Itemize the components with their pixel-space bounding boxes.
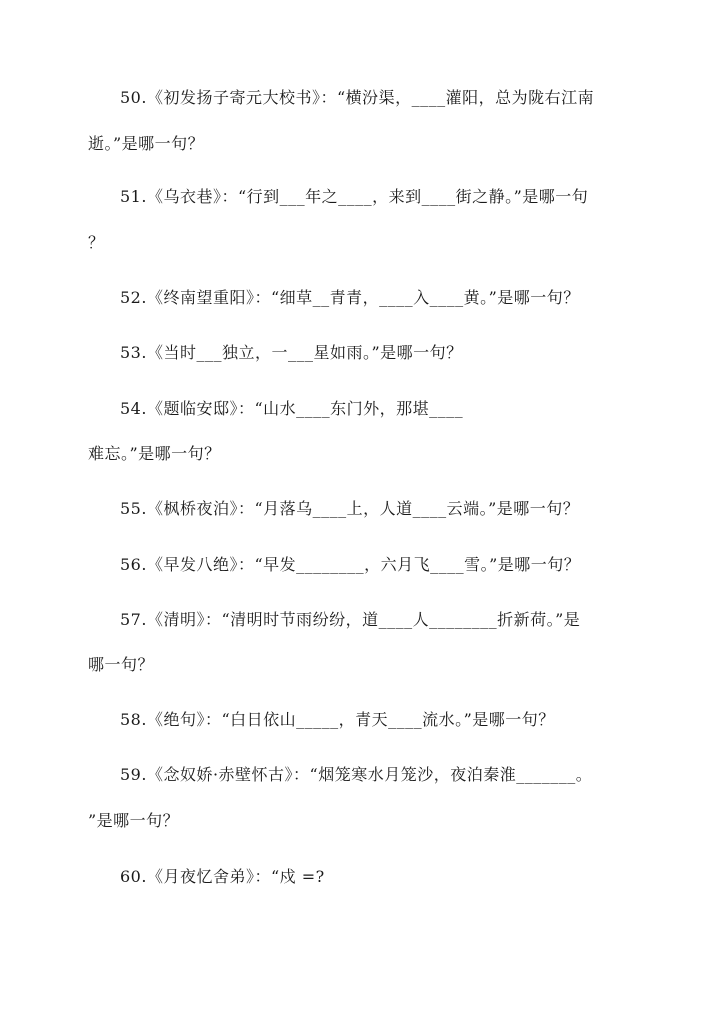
question-54-line-1: 54.《题临安邸》：“山水____东门外，那堪____ xyxy=(120,399,464,418)
question-50-line-1: 50.《初发扬子寄元大校书》：“横汾渠，____灌阳，总为陇右江南 xyxy=(120,88,595,107)
question-53-line: 53.《当时___独立，一___星如雨。”是哪一句？ xyxy=(120,343,463,362)
question-60-line: 60.《月夜忆舍弟》：“戍 =? xyxy=(120,867,325,886)
question-52-line: 52.《终南望重阳》：“细草__青青，____入____黄。”是哪一句？ xyxy=(120,288,580,307)
question-50-line-2: 逝。”是哪一句？ xyxy=(88,134,205,153)
question-59-line-2: ”是哪一句？ xyxy=(88,811,180,830)
question-54-line-2: 难忘。”是哪一句？ xyxy=(88,444,221,463)
question-57-line-1: 57.《清明》：“清明时节雨纷纷，道____人________折新荷。”是 xyxy=(120,610,581,629)
question-58-line: 58.《绝句》：“白日依山_____，青天____流水。”是哪一句？ xyxy=(120,710,555,729)
question-55-line: 55.《枫桥夜泊》：“月落乌____上，人道____云端。”是哪一句？ xyxy=(120,499,580,518)
question-51-line-2: ？ xyxy=(88,233,105,252)
question-56-line: 56.《早发八绝》：“早发________，六月飞____雪。”是哪一句？ xyxy=(120,555,581,574)
question-59-line-1: 59.《念奴娇·赤壁怀古》：“烟笼寒水月笼沙，夜泊秦淮_______。 xyxy=(120,765,593,784)
question-57-line-2: 哪一句？ xyxy=(88,655,155,674)
question-51-line-1: 51.《乌衣巷》：“行到___年之____，来到____街之静。”是哪一句 xyxy=(120,187,589,206)
